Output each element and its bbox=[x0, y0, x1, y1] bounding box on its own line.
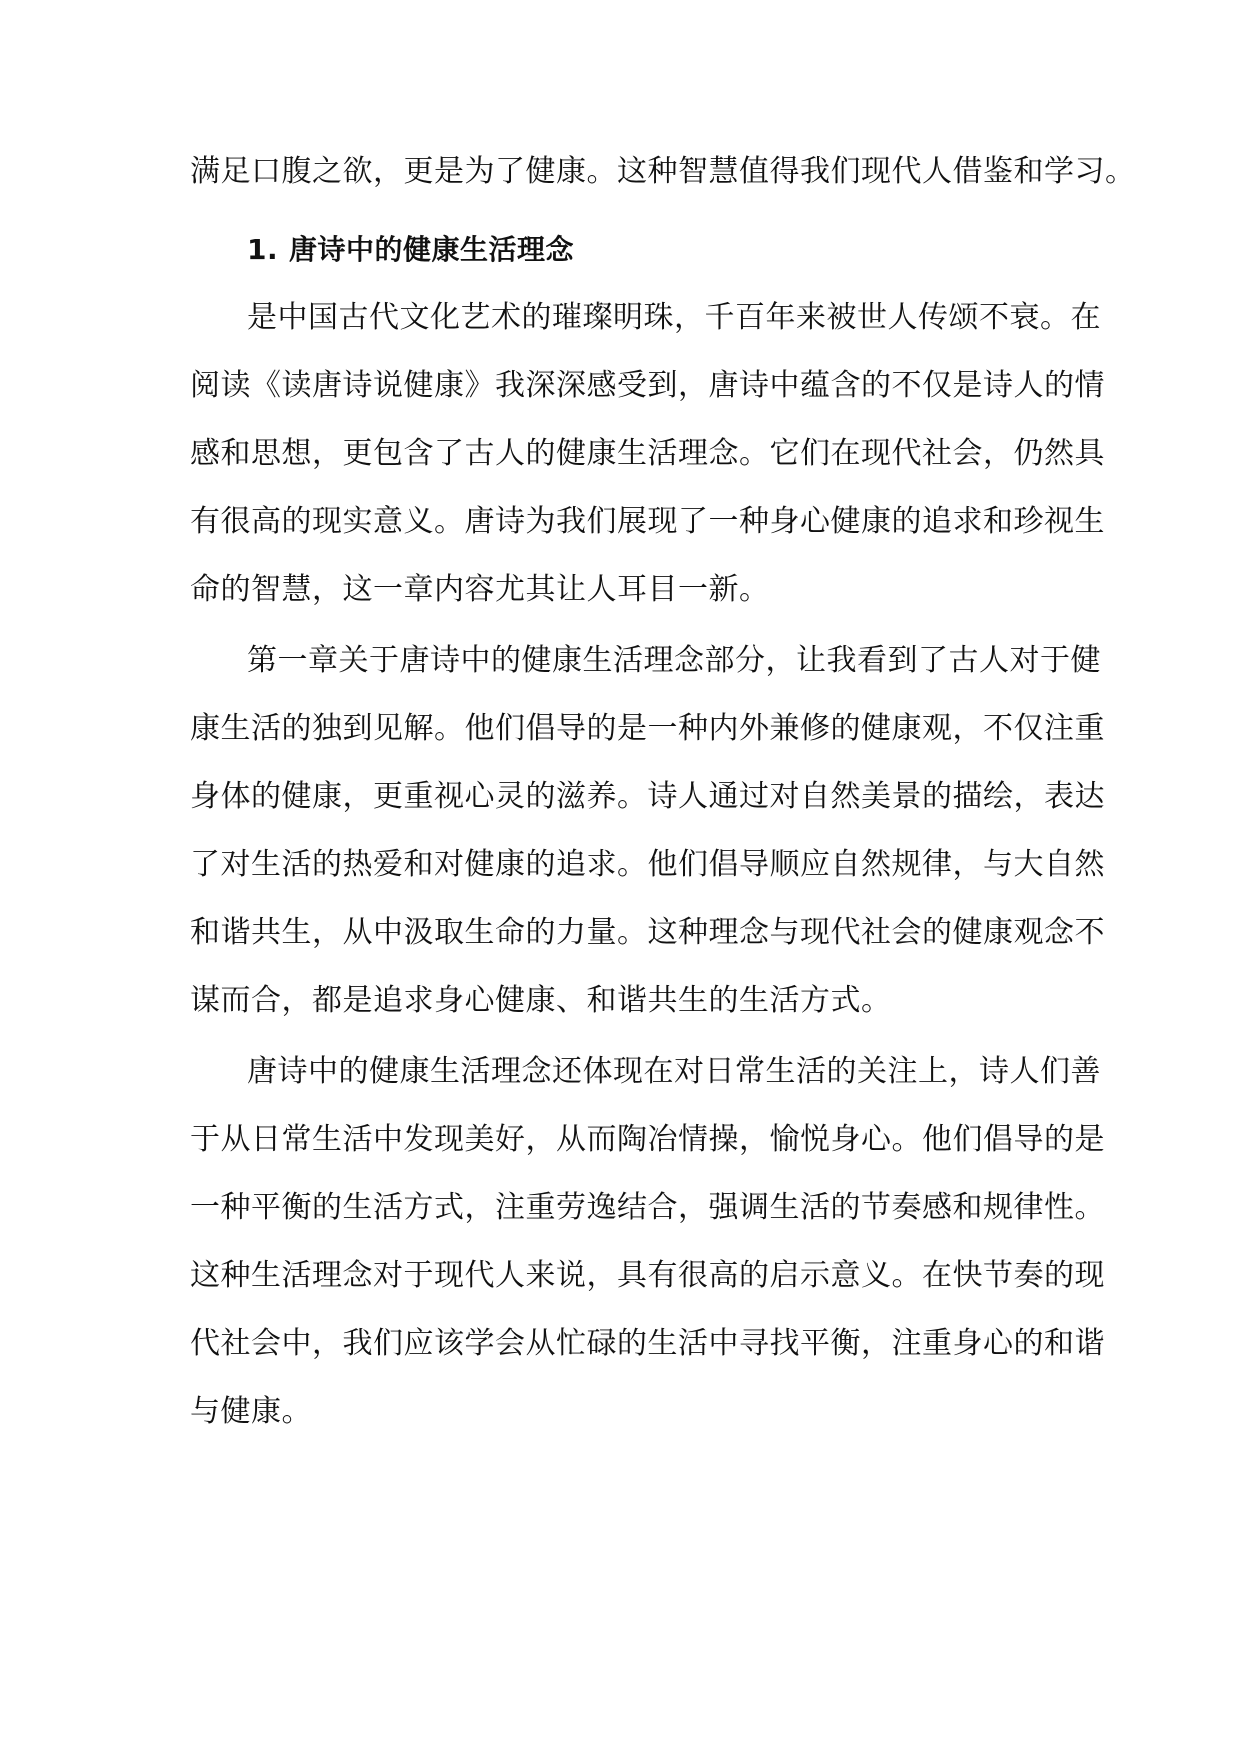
paragraph-3-line-2: 于从日常生活中发现美好，从而陶冶情操，愉悦身心。他们倡导的是 bbox=[190, 1122, 1105, 1157]
intro-line: 满足口腹之欲，更是为了健康。这种智慧值得我们现代人借鉴和学习。 bbox=[190, 154, 1136, 189]
paragraph-2-line-2: 康生活的独到见解。他们倡导的是一种内外兼修的健康观，不仅注重 bbox=[190, 711, 1105, 746]
paragraph-3-line-6: 与健康。 bbox=[190, 1394, 312, 1429]
paragraph-1-line-2: 阅读《读唐诗说健康》我深深感受到，唐诗中蕴含的不仅是诗人的情 bbox=[190, 368, 1105, 403]
paragraph-2-line-5: 和谐共生，从中汲取生命的力量。这种理念与现代社会的健康观念不 bbox=[190, 915, 1105, 950]
section-number: 1. bbox=[247, 233, 279, 266]
paragraph-1-line-3: 感和思想，更包含了古人的健康生活理念。它们在现代社会，仍然具 bbox=[190, 436, 1105, 471]
paragraph-3-line-3: 一种平衡的生活方式，注重劳逸结合，强调生活的节奏感和规律性。 bbox=[190, 1190, 1105, 1225]
paragraph-2-line-4: 了对生活的热爱和对健康的追求。他们倡导顺应自然规律，与大自然 bbox=[190, 847, 1105, 882]
paragraph-3-line-5: 代社会中，我们应该学会从忙碌的生活中寻找平衡，注重身心的和谐 bbox=[190, 1326, 1105, 1361]
paragraph-3-line-1: 唐诗中的健康生活理念还体现在对日常生活的关注上，诗人们善 bbox=[247, 1054, 1101, 1089]
paragraph-2-line-1: 第一章关于唐诗中的健康生活理念部分，让我看到了古人对于健 bbox=[247, 643, 1101, 678]
paragraph-1-line-5: 命的智慧，这一章内容尤其让人耳目一新。 bbox=[190, 572, 770, 607]
paragraph-1-line-1: 是中国古代文化艺术的璀璨明珠，千百年来被世人传颂不衰。在 bbox=[247, 300, 1101, 335]
section-heading bbox=[247, 230, 1117, 270]
paragraph-1-line-4: 有很高的现实意义。唐诗为我们展现了一种身心健康的追求和珍视生 bbox=[190, 504, 1105, 539]
paragraph-3-line-4: 这种生活理念对于现代人来说，具有很高的启示意义。在快节奏的现 bbox=[190, 1258, 1105, 1293]
section-title: 唐诗中的健康生活理念 bbox=[289, 233, 575, 266]
paragraph-2-line-6: 谋而合，都是追求身心健康、和谐共生的生活方式。 bbox=[190, 983, 892, 1018]
paragraph-2-line-3: 身体的健康，更重视心灵的滋养。诗人通过对自然美景的描绘，表达 bbox=[190, 779, 1105, 814]
